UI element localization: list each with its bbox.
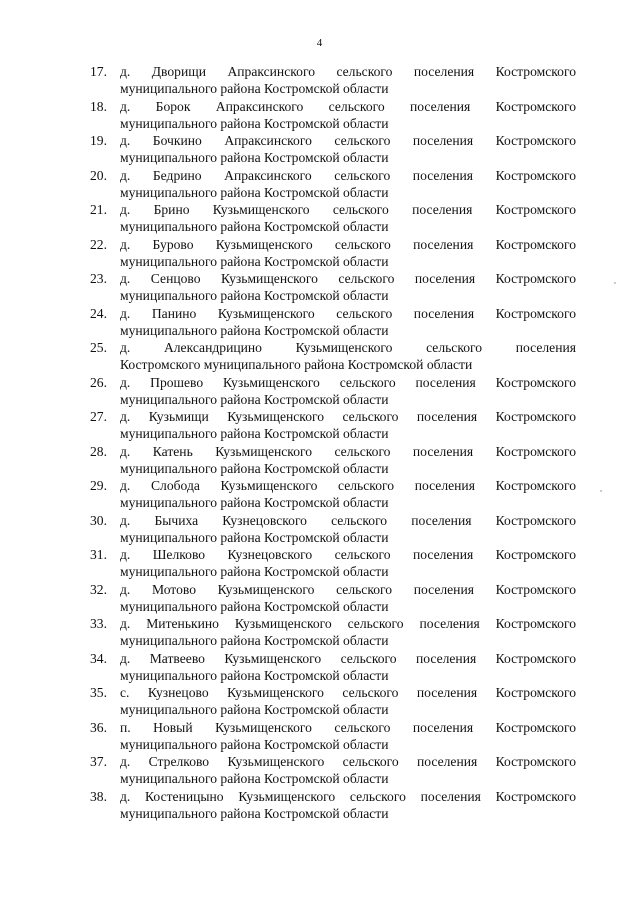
list-item xyxy=(90,477,576,512)
item-number: 24. xyxy=(90,305,107,321)
item-text-line-2: муниципального района Костромской области xyxy=(120,288,389,303)
item-text-line-2: муниципального района Костромской области xyxy=(120,667,389,683)
item-text xyxy=(120,63,576,98)
item-number: 28. xyxy=(90,443,107,459)
item-text xyxy=(120,305,576,340)
item-text-line-1: с. Кузнецово Кузьмищенского сельского поселения Костромского xyxy=(120,685,576,700)
item-text-line-2: муниципального района Костромской области xyxy=(120,391,389,407)
item-text-line-1: п. Новый Кузьмищенского сельского поселения Костромского xyxy=(120,719,576,735)
item-text-line-2: муниципального района Костромской области xyxy=(120,805,389,821)
item-text-line-1: д. Митенькино Кузьмищенского сельского поселения Костромского xyxy=(120,616,576,631)
item-text-line-1: д. Шелково Кузнецовского сельского поселения Костромского xyxy=(120,547,576,562)
list-item xyxy=(90,443,576,478)
item-text-line-2: муниципального района Костромской области xyxy=(120,736,389,752)
item-text xyxy=(120,615,576,650)
item-text-line-1: д. Прошево Кузьмищенского сельского поселения Костромского xyxy=(120,374,576,390)
item-text xyxy=(120,339,576,374)
item-number: 18. xyxy=(90,98,107,114)
item-text-line-1: д. Панино Кузьмищенского сельского поселения Костромского xyxy=(120,305,576,321)
item-text xyxy=(120,443,576,478)
item-text xyxy=(120,753,576,788)
item-text xyxy=(120,408,576,443)
list-item xyxy=(90,581,576,616)
item-text-line-2: муниципального района Костромской области xyxy=(120,150,389,165)
item-text xyxy=(120,719,576,754)
list-item xyxy=(90,753,576,788)
item-text xyxy=(120,270,576,305)
item-text-line-1: д. Слобода Кузьмищенского сельского поселения Костромского xyxy=(120,478,576,493)
list-item xyxy=(90,167,576,202)
item-text xyxy=(120,477,576,512)
item-text-line-2: муниципального района Костромской области xyxy=(120,81,389,96)
item-text-line-1: д. Мотово Кузьмищенского сельского поселения Костромского xyxy=(120,581,576,597)
item-text xyxy=(120,236,576,271)
item-text-line-1: д. Сенцово Кузьмищенского сельского поселения Костромского xyxy=(120,271,576,286)
page-number: 4 xyxy=(316,37,323,49)
item-text xyxy=(120,546,576,581)
item-text-line-2: муниципального района Костромской области xyxy=(120,322,389,338)
list-item xyxy=(90,650,576,685)
list-item xyxy=(90,719,576,754)
item-number: 34. xyxy=(90,650,107,666)
item-text xyxy=(120,512,576,547)
item-number: 31. xyxy=(90,547,107,562)
item-text xyxy=(120,98,576,133)
list-item xyxy=(90,305,576,340)
list-item xyxy=(90,546,576,581)
item-number: 29. xyxy=(90,478,107,493)
item-text xyxy=(120,132,576,167)
item-text xyxy=(120,201,576,236)
item-text-line-2: муниципального района Костромской области xyxy=(120,495,389,510)
item-text xyxy=(120,581,576,616)
item-text xyxy=(120,684,576,719)
item-text-line-1: д. Костеницыно Кузьмищенского сельского поселения Костромского xyxy=(120,788,576,804)
item-text-line-1: д. Кузьмищи Кузьмищенского сельского поселения Костромского xyxy=(120,409,576,424)
item-text xyxy=(120,167,576,202)
item-text-line-1: д. Бычиха Кузнецовского сельского поселения Костромского xyxy=(120,512,576,528)
list-item xyxy=(90,63,576,98)
item-text-line-2: муниципального района Костромской области xyxy=(120,426,389,441)
item-number: 30. xyxy=(90,512,107,528)
item-text-line-2: муниципального района Костромской области xyxy=(120,771,389,786)
item-text-line-1: д. Дворищи Апраксинского сельского поселения Костромского xyxy=(120,64,576,79)
item-number: 37. xyxy=(90,754,107,769)
item-text-line-1: д. Борок Апраксинского сельского поселения Костромского xyxy=(120,98,576,114)
item-text xyxy=(120,650,576,685)
item-number: 27. xyxy=(90,409,107,424)
item-text-line-2: муниципального района Костромской области xyxy=(120,184,389,200)
list-item xyxy=(90,374,576,409)
item-number: 32. xyxy=(90,581,107,597)
list-item xyxy=(90,684,576,719)
item-number: 21. xyxy=(90,202,107,217)
item-text-line-2: муниципального района Костромской области xyxy=(120,115,389,131)
list-item xyxy=(90,236,576,271)
item-number: 38. xyxy=(90,788,107,804)
item-text-line-2: муниципального района Костромской области xyxy=(120,633,389,648)
item-text-line-2: муниципального района Костромской области xyxy=(120,564,389,579)
item-number: 22. xyxy=(90,236,107,252)
list-item xyxy=(90,615,576,650)
item-text-line-2: муниципального района Костромской области xyxy=(120,702,389,717)
item-number: 20. xyxy=(90,167,107,183)
item-text xyxy=(120,788,576,823)
item-text-line-1: д. Бурово Кузьмищенского сельского поселения Костромского xyxy=(120,236,576,252)
item-number: 25. xyxy=(90,340,107,355)
settlement-list xyxy=(90,63,576,822)
item-text-line-1: д. Брино Кузьмищенского сельского поселения Костромского xyxy=(120,202,576,217)
item-number: 33. xyxy=(90,616,107,631)
item-text-line-2: муниципального района Костромской области xyxy=(120,219,389,234)
item-text-line-1: д. Александрицино Кузьмищенского сельского поселения xyxy=(120,340,576,355)
item-text-line-2: муниципального района Костромской области xyxy=(120,529,389,545)
item-number: 17. xyxy=(90,64,107,79)
scan-speck xyxy=(600,490,602,492)
list-item xyxy=(90,339,576,374)
item-text-line-1: д. Бочкино Апраксинского сельского поселения Костромского xyxy=(120,133,576,148)
scan-speck xyxy=(614,282,616,284)
item-text xyxy=(120,374,576,409)
list-item xyxy=(90,788,576,823)
item-number: 19. xyxy=(90,133,107,148)
list-item xyxy=(90,512,576,547)
item-text-line-2: муниципального района Костромской области xyxy=(120,253,389,269)
item-text-line-2: муниципального района Костромской области xyxy=(120,598,389,614)
item-text-line-2: Костромского муниципального района Костромской области xyxy=(120,357,473,372)
item-number: 36. xyxy=(90,719,107,735)
item-text-line-1: д. Катень Кузьмищенского сельского поселения Костромского xyxy=(120,443,576,459)
item-text-line-2: муниципального района Костромской области xyxy=(120,460,389,476)
item-number: 26. xyxy=(90,374,107,390)
item-text-line-1: д. Бедрино Апраксинского сельского поселения Костромского xyxy=(120,167,576,183)
list-item xyxy=(90,201,576,236)
list-item xyxy=(90,270,576,305)
list-item xyxy=(90,98,576,133)
item-number: 23. xyxy=(90,271,107,286)
item-number: 35. xyxy=(90,685,107,700)
item-text-line-1: д. Матвеево Кузьмищенского сельского поселения Костромского xyxy=(120,650,576,666)
item-text-line-1: д. Стрелково Кузьмищенского сельского поселения Костромского xyxy=(120,754,576,769)
list-item xyxy=(90,408,576,443)
list-item xyxy=(90,132,576,167)
